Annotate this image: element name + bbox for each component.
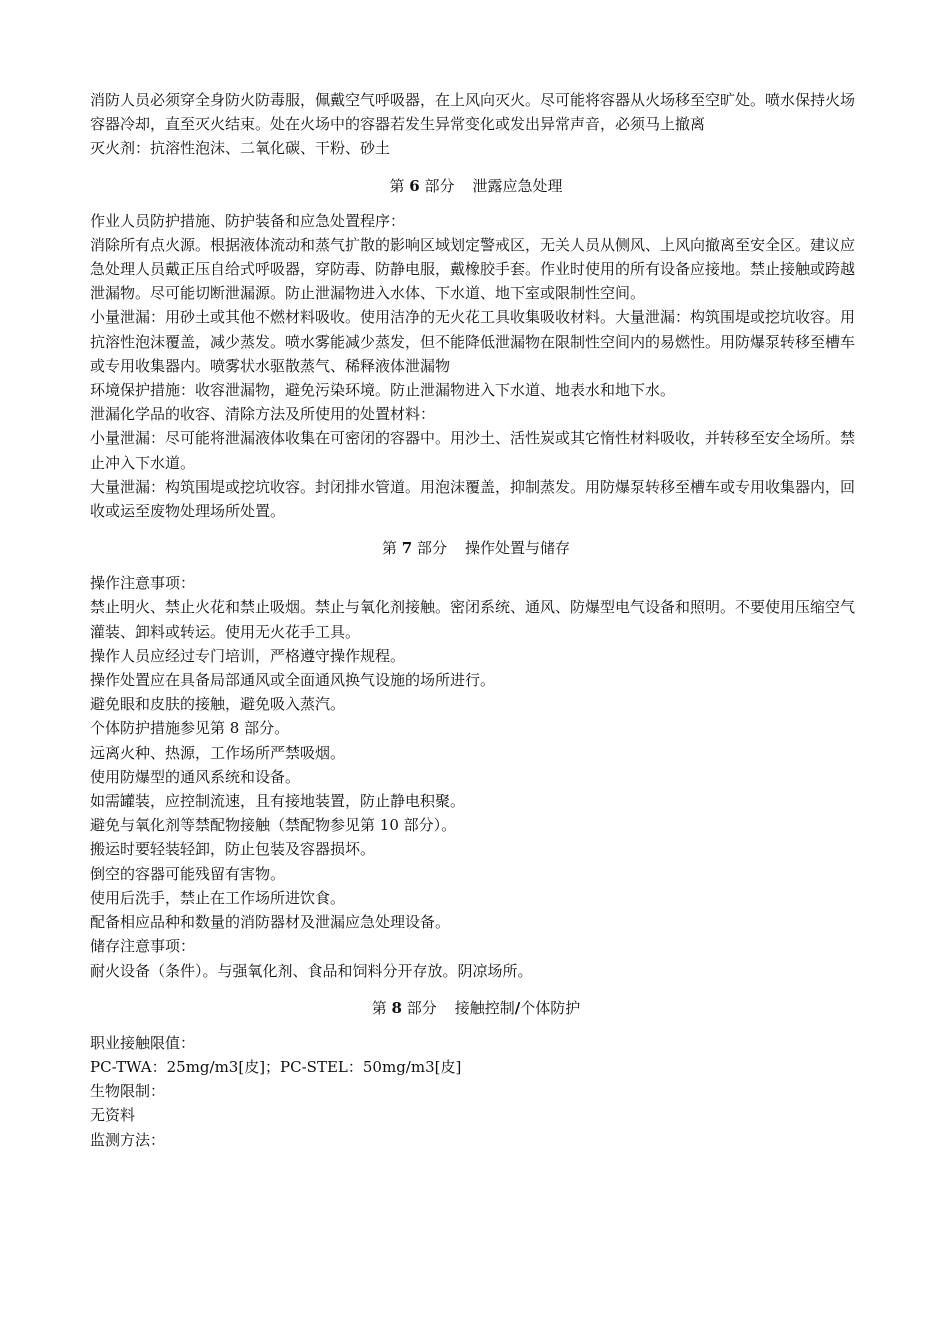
section-8-body [90, 1031, 862, 1152]
section-8-prefix: 第 [371, 998, 387, 1017]
section-6-title: 泄露应急处理 [472, 176, 563, 195]
section-6-paragraph: 作业人员防护措施、防护装备和应急处置程序： [90, 211, 406, 230]
extinguishing-media-paragraph: 灭火剂：抗溶性泡沫、二氧化碳、干粉、砂土 [90, 139, 391, 158]
section-8-paragraph: 监测方法： [90, 1130, 166, 1149]
section-8-paragraph: PC-TWA：25mg/m3[皮]；PC-STEL：50mg/m3[皮] [90, 1057, 462, 1076]
section-7-paragraph: 操作处置应在具备局部通风或全面通风换气设施的场所进行。 [90, 671, 496, 690]
section-6-paragraph: 泄漏化学品的收容、清除方法及所使用的处置材料： [90, 405, 436, 424]
section-8-paragraph: 无资料 [90, 1106, 136, 1125]
section-6-paragraph: 消除所有点火源。根据液体流动和蒸气扩散的影响区域划定警戒区，无关人员从侧风、上风向撤离至安全区。建议应急处理人员戴正压自给式呼吸器，穿防毒、防静电服，戴橡胶手套。作业时使用的所有设备应接地。禁止接触或跨越泄漏物。尽可能切断泄漏源。防止泄漏物进入水体、下水道、地下室或限制性空间。 [90, 235, 856, 303]
section-7-paragraph: 避免与氧化剂等禁配物接触（禁配物参见第 10 部分）。 [90, 816, 457, 835]
section-7-paragraph: 远离火种、热源，工作场所严禁吸烟。 [90, 743, 346, 762]
section-7-prefix: 第 [381, 539, 397, 558]
section-6-number: 6 [409, 176, 420, 195]
section-7-paragraph: 个体防护措施参见第 8 部分。 [90, 719, 290, 738]
section-8-title-part1: 接触控制 [454, 998, 515, 1017]
section-7-title: 操作处置与储存 [465, 539, 571, 558]
section-7-body [90, 571, 862, 982]
section-6-heading [90, 174, 862, 198]
section-6-prefix: 第 [389, 176, 405, 195]
section-7-paragraph: 搬运时要轻装轻卸，防止包装及容器损坏。 [90, 840, 376, 859]
section-8-paragraph: 职业接触限值： [90, 1033, 196, 1052]
firefighting-advice-paragraph: 消防人员必须穿全身防火防毒服，佩戴空气呼吸器，在上风向灭火。尽可能将容器从火场移至空旷处。喷水保持火场容器冷却，直至灭火结束。处在火场中的容器若发生异常变化或发出异常声音，必须马上撤离 [90, 91, 856, 134]
section-6-suffix: 部分 [424, 176, 455, 195]
section-7-heading [90, 536, 862, 560]
section-7-paragraph: 使用防爆型的通风系统和设备。 [90, 767, 301, 786]
section-8-heading [90, 996, 862, 1020]
section-7-paragraph: 配备相应品种和数量的消防器材及泄漏应急处理设备。 [90, 913, 451, 932]
section-7-paragraph: 耐火设备（条件）。与强氧化剂、食品和饲料分开存放。阴凉场所。 [90, 961, 533, 980]
section-6-paragraph: 环境保护措施：收容泄漏物，避免污染环境。防止泄漏物进入下水道、地表水和地下水。 [90, 381, 676, 400]
section-7-paragraph: 如需罐装，应控制流速，且有接地装置，防止静电积聚。 [90, 792, 466, 811]
section-6-paragraph: 小量泄漏：用砂土或其他不燃材料吸收。使用洁净的无火花工具收集吸收材料。大量泄漏：构筑围堤或挖坑收容。用抗溶性泡沫覆盖，减少蒸发。喷水雾能减少蒸发，但不能降低泄漏物在限制性空间内的易燃性。用防爆泵转移至槽车或专用收集器内。喷雾状水驱散蒸气、稀释液体泄漏物 [90, 308, 856, 375]
section-8-number: 8 [391, 998, 402, 1017]
document-page [90, 88, 862, 1152]
section-7-paragraph: 使用后洗手，禁止在工作场所进饮食。 [90, 888, 346, 907]
section-8-title-slash: / [514, 998, 521, 1017]
section-7-number: 7 [401, 539, 413, 558]
section-8-suffix: 部分 [406, 998, 437, 1017]
section-7-paragraph: 储存注意事项： [90, 937, 196, 956]
section-7-paragraph: 避免眼和皮肤的接触，避免吸入蒸汽。 [90, 695, 346, 714]
section-7-paragraph: 禁止明火、禁止火花和禁止吸烟。禁止与氧化剂接触。密闭系统、通风、防爆型电气设备和照明。不要使用压缩空气灌装、卸料或转运。使用无火花手工具。 [90, 598, 856, 641]
section-7-paragraph: 倒空的容器可能残留有害物。 [90, 864, 286, 883]
section-7-paragraph: 操作注意事项： [90, 574, 196, 593]
section-6-paragraph: 大量泄漏：构筑围堤或挖坑收容。封闭排水管道。用泡沫覆盖，抑制蒸发。用防爆泵转移至槽车或专用收集器内，回收或运至废物处理场所处置。 [90, 477, 856, 521]
section-7-suffix: 部分 [416, 539, 447, 558]
section-7-paragraph: 操作人员应经过专门培训，严格遵守操作规程。 [90, 646, 406, 665]
section-6-body [90, 209, 862, 524]
section-8-title-part2: 个体防护 [520, 998, 581, 1017]
section-8-paragraph: 生物限制： [90, 1082, 166, 1101]
section-6-paragraph: 小量泄漏：尽可能将泄漏液体收集在可密闭的容器中。用沙土、活性炭或其它惰性材料吸收，并转移至安全场所。禁止冲入下水道。 [90, 429, 856, 472]
